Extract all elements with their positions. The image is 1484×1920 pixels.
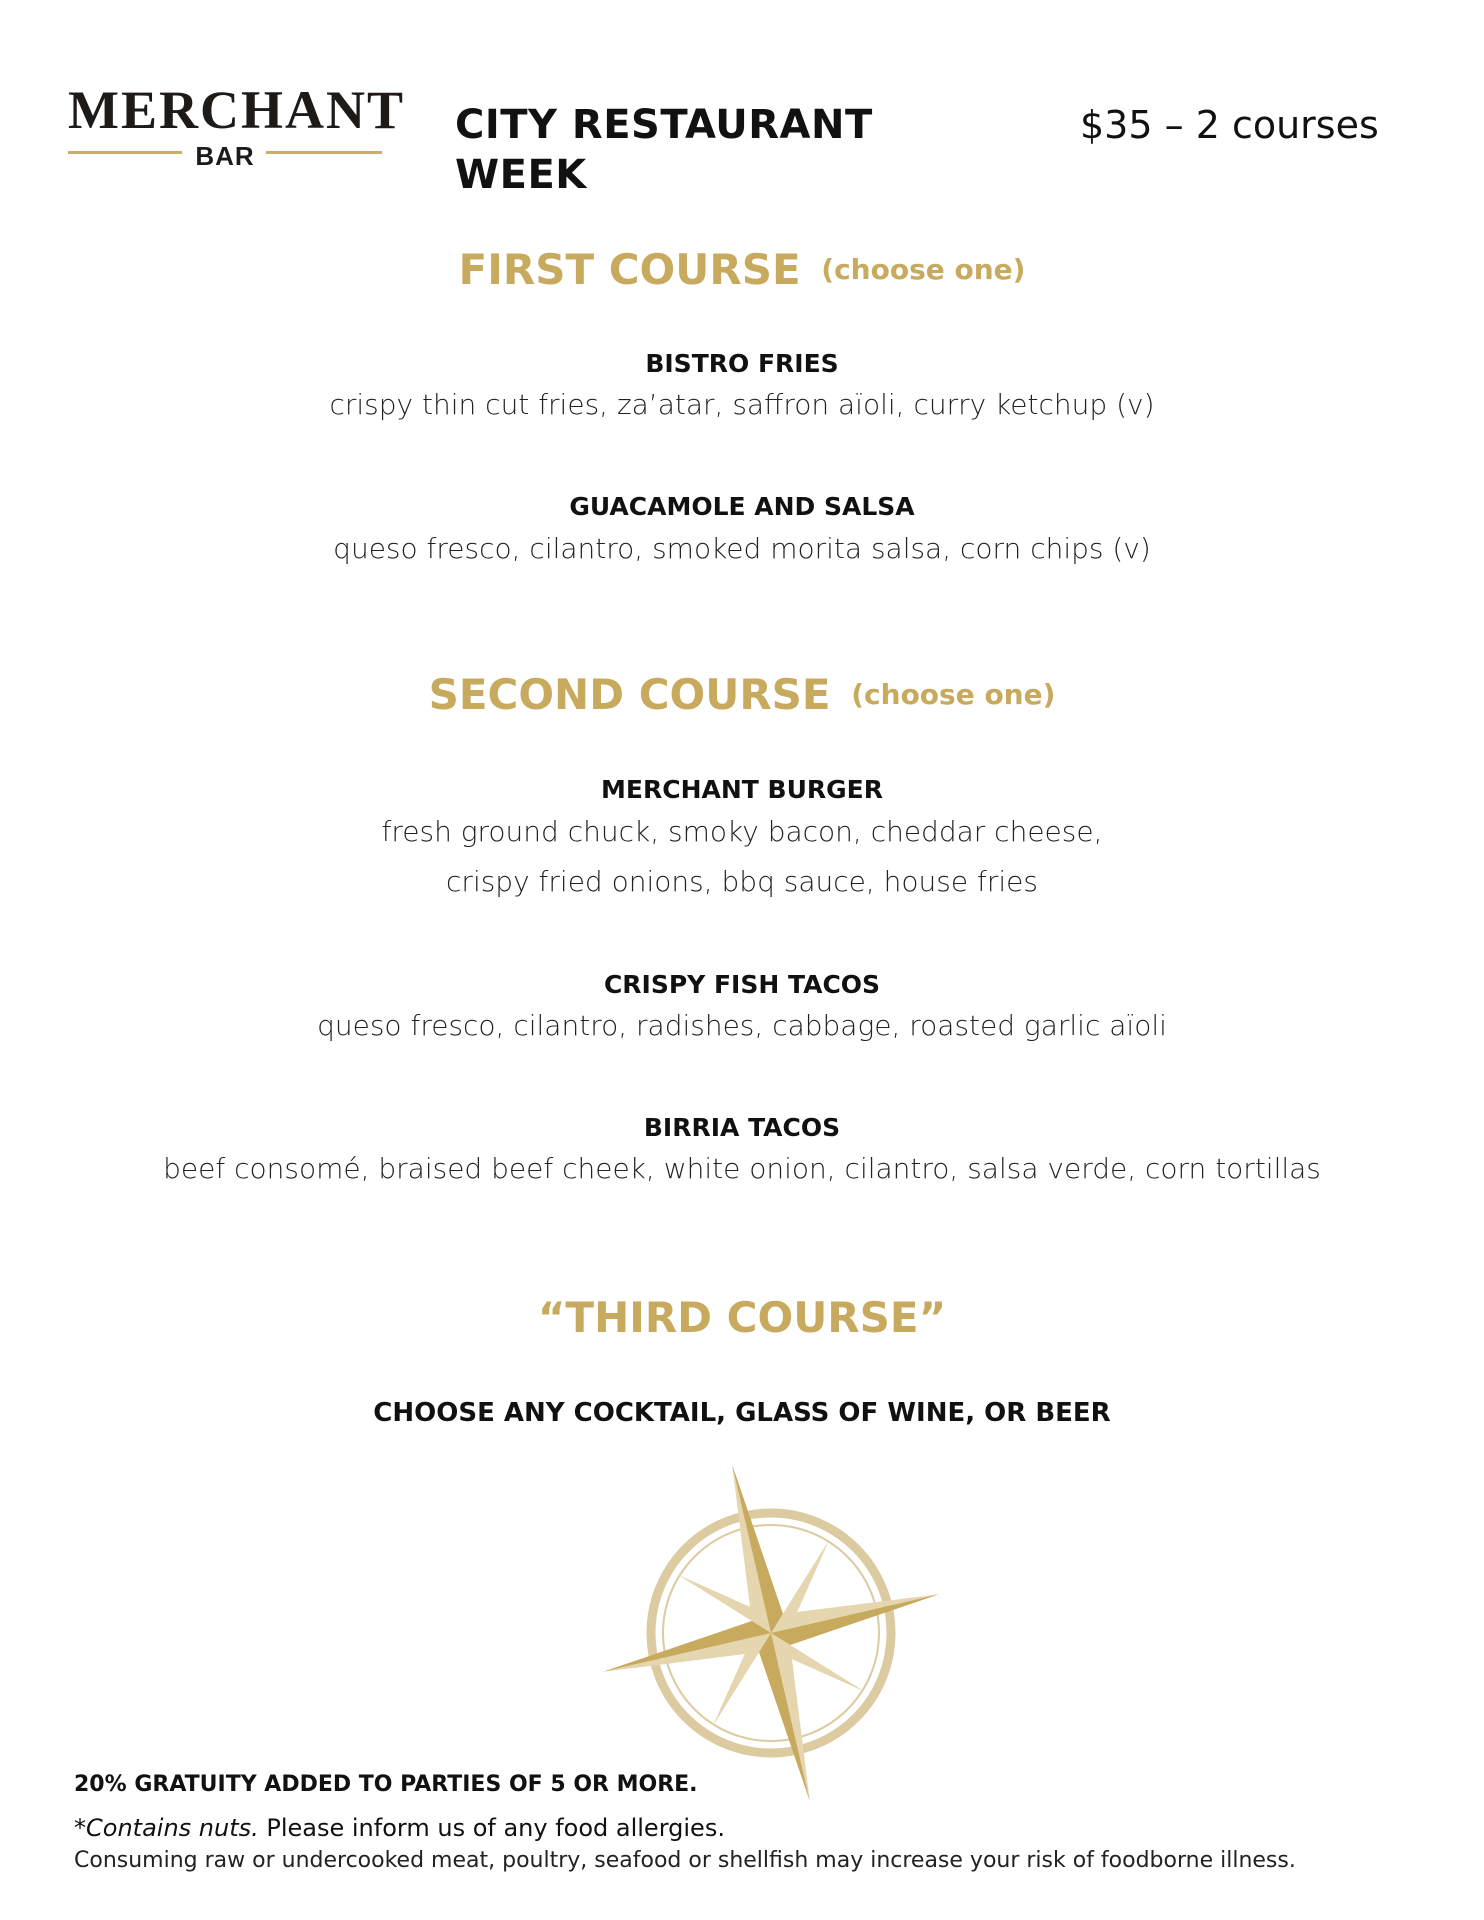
menu-item-name: GUACAMOLE AND SALSA [569,492,915,521]
menu-item-name: MERCHANT BURGER [601,775,883,804]
price-label: $35 – 2 courses [1080,103,1379,147]
first-course-heading [0,242,1484,298]
allergy-note [74,1812,725,1844]
third-course-title: “THIRD COURSE” [537,1293,947,1342]
menu-item-desc: fresh ground chuck, smoky bacon, cheddar cheese, [381,815,1103,848]
logo [68,80,405,171]
menu-item-name: BIRRIA TACOS [643,1113,841,1142]
third-course-subtitle: CHOOSE ANY COCKTAIL, GLASS OF WINE, OR BEER [373,1398,1111,1428]
menu-item-desc: queso fresco, cilantro, smoked morita salsa, corn chips (v) [333,532,1151,565]
menu-item-desc: beef consomé, braised beef cheek, white onion, cilantro, salsa verde, corn tortillas [163,1152,1321,1185]
second-course-choose: (choose one) [851,678,1056,711]
first-course-choose: (choose one) [821,253,1026,286]
allergy-inform-text: Please inform us of any food allergies. [258,1814,725,1842]
raw-food-warning: Consuming raw or undercooked meat, poultry, seafood or shellfish may increase your risk of foodborne illness. [74,1848,1296,1873]
menu-item-desc: crispy thin cut fries, za’atar, saffron aïoli, curry ketchup (v) [329,388,1155,421]
first-course-title: FIRST COURSE [458,245,801,294]
contains-nuts-text: *Contains nuts. [74,1814,259,1842]
menu-item-name: CRISPY FISH TACOS [603,970,881,999]
second-course-title: SECOND COURSE [428,670,831,719]
compass-rose-icon [598,1460,944,1806]
gratuity-note: 20% GRATUITY ADDED TO PARTIES OF 5 OR MORE. [74,1772,698,1797]
menu-item-desc: queso fresco, cilantro, radishes, cabbage, roasted garlic aïoli [317,1009,1167,1042]
event-title: CITY RESTAURANT WEEK [455,102,873,198]
second-course-heading [0,667,1484,723]
logo-main-text: MERCHANT [68,80,405,140]
logo-sub-text: BAR [195,141,255,171]
menu-item-name: BISTRO FRIES [645,349,839,378]
menu-item-desc-line2: crispy fried onions, bbq sauce, house fries [446,865,1038,898]
